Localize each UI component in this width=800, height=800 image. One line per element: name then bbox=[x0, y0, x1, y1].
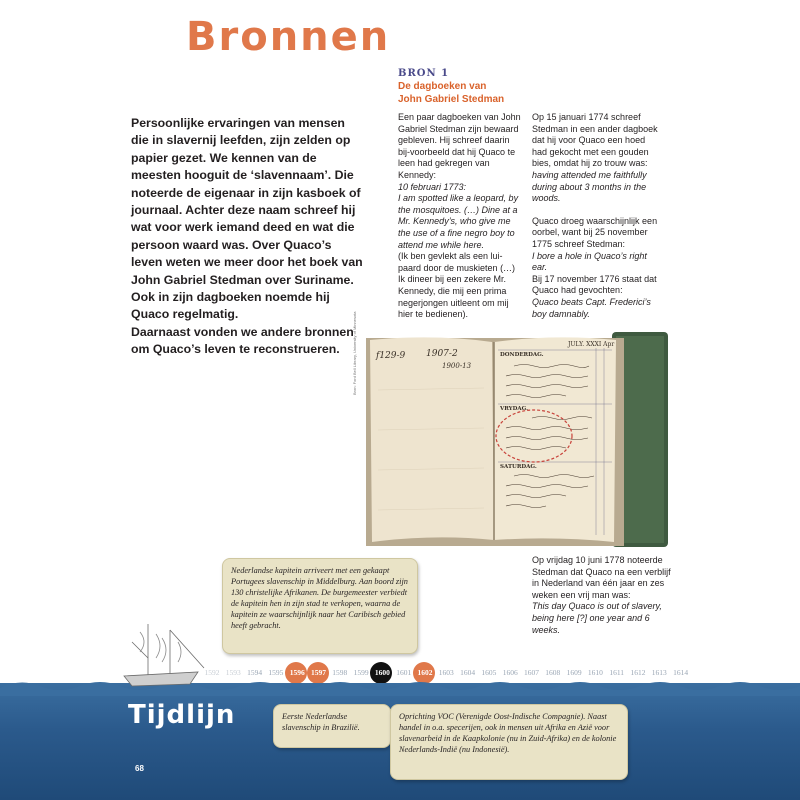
timeline-note-1602: Oprichting VOC (Verenigde Oost-Indische Compagnie). Naast handel in o.a. specerijen, ook in mensen uit Afrika en Azië voor slavenarbeid in de Kaapkolonie (nu in Zuid-Afrika) en de kolonie Nederlands-Indië (nu Indonesië). bbox=[390, 704, 628, 780]
diary-book-image bbox=[364, 330, 669, 550]
timeline-year: 1605 bbox=[481, 668, 497, 677]
caption-quote: This day Quaco is out of slavery, being here [?] one year and 6 weeks. bbox=[532, 601, 662, 635]
bron-label: BRON 1 bbox=[398, 68, 450, 79]
timeline-year: 1608 bbox=[545, 668, 561, 677]
timeline-note-1596: Nederlandse kapitein arriveert met een gekaapt Portugees slavenschip in Middelburg. Aan boord zijn 130 christelijke Afrikanen. De burgemeester verbiedt de kapitein hen in zijn stad te verkopen, waarna de kapitein ze waarschijnlijk naar het Caribisch gebied heeft gebracht. bbox=[222, 558, 418, 654]
timeline-year: 1613 bbox=[651, 668, 667, 677]
day-donderdag: DONDERDAG. bbox=[500, 352, 544, 358]
col2-quote-2: I bore a hole in Quaco’s right ear. bbox=[532, 250, 647, 273]
col2-quote-1: having attended me faithfully during about 3 months in the woods. bbox=[532, 169, 647, 204]
book-left-page bbox=[370, 337, 494, 542]
day-vrydag: VRYDAG. bbox=[500, 406, 529, 412]
page-number: 68 bbox=[135, 764, 144, 773]
col1-date: 10 februari 1773: bbox=[398, 181, 467, 192]
intro-paragraph-2: Daarnaast vonden we andere bronnen om Quaco’s leven te reconstrueren. bbox=[131, 324, 354, 357]
left-note-3: 1900-13 bbox=[442, 362, 472, 370]
col2-quote-3: Quaco beats Capt. Frederici’s boy damnably. bbox=[532, 296, 651, 319]
timeline-year: 1594 bbox=[247, 668, 263, 677]
col2-paragraph-3: Bij 17 november 1776 staat dat Quaco had gevochten: bbox=[532, 273, 657, 296]
timeline-year: 1595 bbox=[268, 668, 284, 677]
timeline-year: 1600 bbox=[370, 662, 394, 684]
bron-subtitle-1: De dagboeken van bbox=[398, 81, 487, 92]
timeline-year: 1606 bbox=[502, 668, 518, 677]
timeline-title: Tijdlijn bbox=[128, 700, 236, 730]
bron-heading bbox=[398, 67, 504, 106]
book-right-page bbox=[494, 337, 616, 542]
page-title: Bronnen bbox=[186, 14, 391, 60]
timeline-year: 1593 bbox=[225, 668, 241, 677]
timeline-year: 1597 bbox=[307, 662, 331, 684]
timeline-year: 1610 bbox=[587, 668, 603, 677]
timeline-note-1597: Eerste Nederlandse slavenschip in Brazilië. bbox=[273, 704, 391, 748]
page-header: JULY. XXXI Apr bbox=[568, 341, 615, 348]
timeline-year: 1596 bbox=[285, 662, 309, 684]
col2-paragraph-1: Op 15 januari 1774 schreef Stedman in een ander dagboek dat hij voor Quaco een hoed had gekocht met een gouden bies, omdat hij zo trouw was: bbox=[532, 112, 658, 169]
timeline-year: 1599 bbox=[353, 668, 369, 677]
left-note-2: 1907-2 bbox=[426, 349, 458, 359]
intro-paragraph-1: Persoonlijke ervaringen van mensen die in slavernij leefden, zijn zelden op papier gezet. We kennen van de meesten hooguit de ‘slavennaam’. Die noteerde de eigenaar in zijn kasboek of journaal. Achter deze naam schreef hij wat voor werk iemand deed en wat die persoon waard was. Over Quaco’s leven weten we meer door het boek van John Gabriel Stedman over Suriname. Ook in zijn dagboeken noemde hij Quaco regelmatig. bbox=[131, 116, 363, 322]
timeline-year: 1611 bbox=[609, 668, 625, 677]
col1-quote: I am spotted like a leopard, by the mosquitoes. (…) Dine at a Mr. Kennedy’s, who give me the use of a fine negro boy to attend me while here. bbox=[398, 193, 519, 250]
ship-icon bbox=[118, 618, 208, 690]
timeline-year: 1612 bbox=[630, 668, 646, 677]
intro-text bbox=[131, 115, 363, 359]
bron-subtitle-2: John Gabriel Stedman bbox=[398, 94, 505, 105]
day-saturdag: SATURDAG. bbox=[500, 464, 537, 470]
timeline-year: 1602 bbox=[413, 662, 437, 684]
photo-credit: Bron: Ford Bell Library, University of Minnesota bbox=[352, 311, 357, 395]
source-column-2 bbox=[532, 112, 662, 320]
timeline-year: 1609 bbox=[566, 668, 582, 677]
caption-paragraph: Op vrijdag 10 juni 1778 noteerde Stedman dat Quaco na een verblijf in Nederland van één jaar en zes weken een vrij man was: bbox=[532, 555, 671, 600]
timeline-year: 1614 bbox=[673, 668, 689, 677]
timeline-year: 1607 bbox=[524, 668, 539, 677]
timeline-year: 1601 bbox=[396, 668, 412, 677]
diary-photo bbox=[364, 330, 669, 550]
timeline-year: 1604 bbox=[460, 668, 476, 677]
col1-paragraph-2: (Ik ben gevlekt als een lui-paard door de muskieten (…) Ik dineer bij een zekere Mr. Kennedy, die mij een prima negerjongen uitleent om mij hier te bedienen). bbox=[398, 251, 516, 320]
timeline-year: 1603 bbox=[438, 668, 454, 677]
photo-caption bbox=[532, 555, 677, 636]
timeline-year: 1598 bbox=[332, 668, 348, 677]
source-column-1 bbox=[398, 112, 524, 321]
timeline-year: 1592 bbox=[204, 668, 220, 677]
col1-paragraph-1: Een paar dagboeken van John Gabriel Stedman zijn bewaard gebleven. Hij schreef daarin bij-voorbeeld dat hij Quaco te leen had gekregen van Kennedy: bbox=[398, 112, 521, 180]
left-note-1: f129-9 bbox=[376, 351, 406, 361]
col2-paragraph-2: Quaco droeg waarschijnlijk een oorbel, want bij 25 november 1775 schreef Stedman: bbox=[532, 215, 658, 249]
